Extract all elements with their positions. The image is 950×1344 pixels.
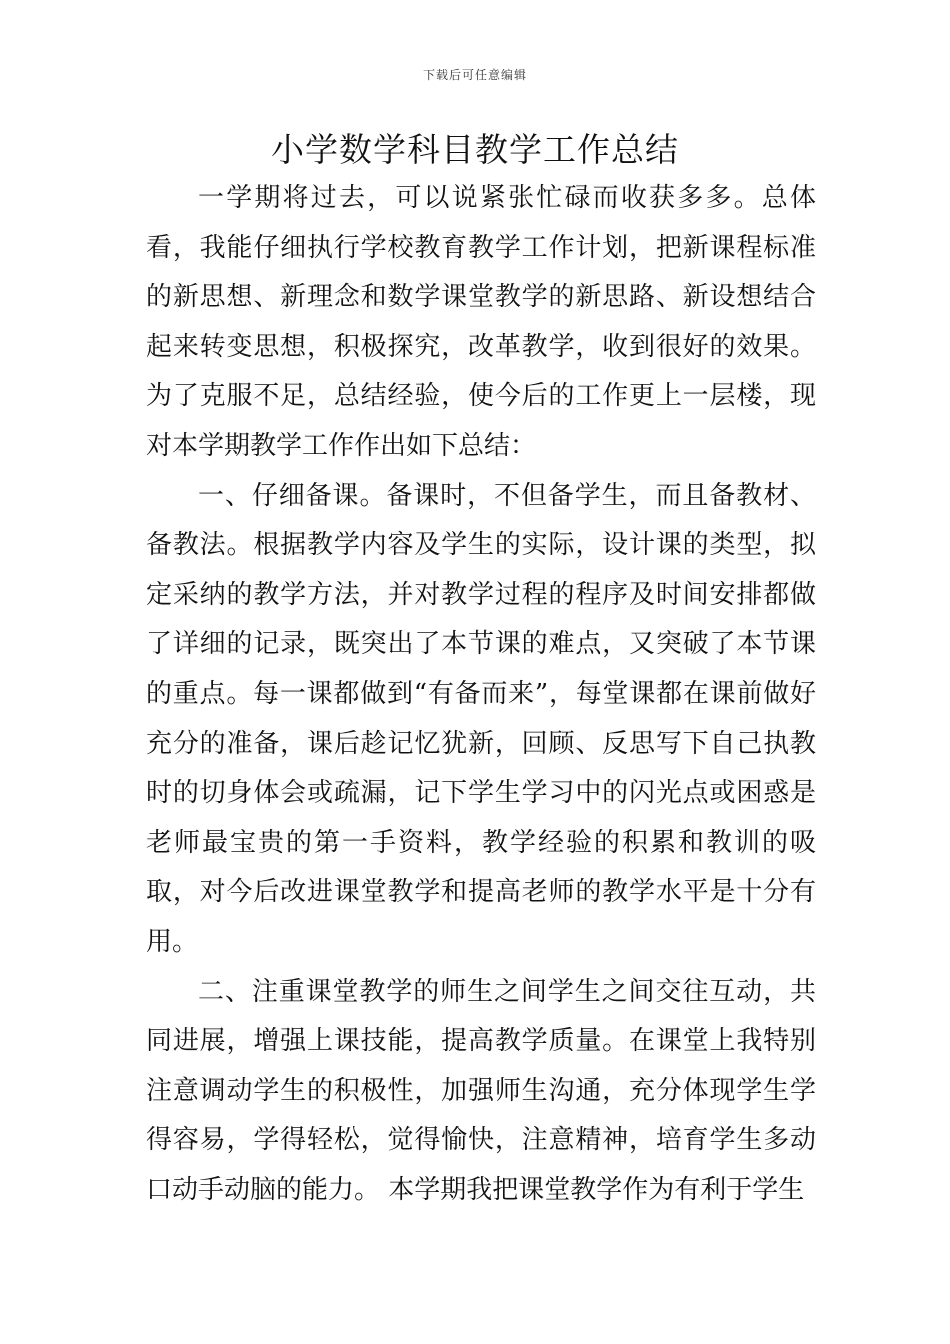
paragraph-intro: 一学期将过去，可以说紧张忙碌而收获多多。总体看，我能仔细执行学校教育教学工作计划，把新课程标准的新思想、新理念和数学课堂教学的新思路、新设想结合起来转变思想，积极探究，改革教学，收到很好的效果。为了克服不足，总结经验，使今后的工作更上一层楼，现对本学期教学工作作出如下总结： (146, 183, 816, 461)
paragraph-classroom-interaction: 二、注重课堂教学的师生之间学生之间交往互动，共同进展，增强上课技能，提高教学质量。在课堂上我特别注意调动学生的积极性，加强师生沟通，充分体现学生学得容易，学得轻松，觉得愉快，注意精神，培育学生多动口动手动脑的能力。 本学期我把课堂教学作为有利于学生 (146, 976, 816, 1205)
document-title: 小学数学科目教学工作总结 (271, 130, 679, 169)
header-note: 下载后可任意编辑 (422, 68, 527, 82)
paragraph-lesson-prep: 一、仔细备课。备课时，不但备学生，而且备教材、备教法。根据教学内容及学生的实际，设计课的类型，拟定采纳的教学方法，并对教学过程的程序及时间安排都做了详细的记录，既突出了本节课的难点，又突破了本节课的重点。每一课都做到“有备而来”，每堂课都在课前做好充分的准备，课后趁记忆犹新，回顾、反思写下自己执教时的切身体会或疏漏，记下学生学习中的闪光点或困惑是老师最宝贵的第一手资料，教学经验的积累和教训的吸取，对今后改进课堂教学和提高老师的教学水平是十分有用。 (146, 480, 816, 957)
document-body (146, 174, 816, 1215)
